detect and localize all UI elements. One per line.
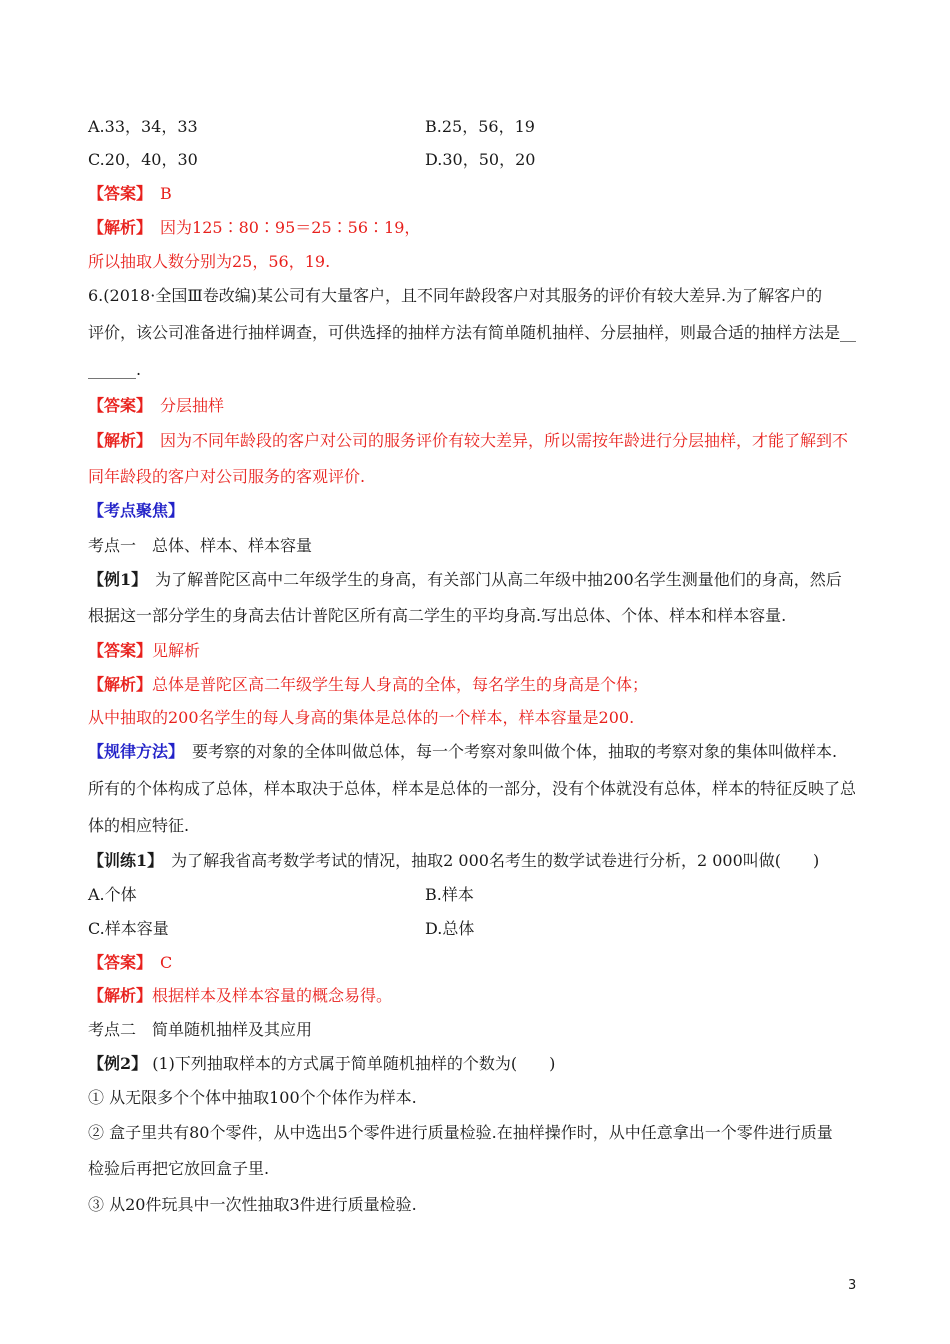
training1-option-d: D.总体: [425, 919, 475, 938]
training-tag: 【训练1】: [88, 851, 156, 870]
example2-item-2-line2: 检验后再把它放回盒子里.: [88, 1159, 270, 1178]
page-number: 3: [848, 1278, 857, 1293]
example-text: 为了解普陀区高中二年级学生的身高，有关部门从高二年级中抽200名学生测量他们的身高，然后: [155, 570, 842, 589]
q5-option-d: D.30，50，20: [425, 150, 536, 169]
q5-option-c: C.20，40，30: [88, 150, 198, 169]
example2-item-3: ③ 从20件玩具中一次性抽取3件进行质量检验.: [88, 1195, 417, 1214]
q6-analysis-line1: [88, 430, 848, 452]
example-tag: 【例1】: [88, 570, 140, 589]
training1-analysis: [88, 985, 392, 1007]
analysis-tag: 【解析】: [88, 986, 153, 1005]
q5-option-a: A.33，34，33: [88, 117, 198, 136]
analysis-tag: 【解析】: [88, 431, 145, 450]
q5-analysis-line1: [88, 217, 420, 239]
analysis-text: 根据样本及样本容量的概念易得。: [152, 986, 393, 1005]
answer-tag: 【答案】: [88, 641, 153, 660]
method-text: 要考察的对象的全体叫做总体，每一个考察对象叫做个体，抽取的考察对象的集体叫做样本.: [192, 742, 838, 761]
training1-option-b: B.样本: [425, 885, 474, 904]
analysis-tag: 【解析】: [88, 218, 145, 237]
answer-tag: 【答案】: [88, 396, 145, 415]
q6-answer: [88, 395, 224, 417]
answer-tag: 【答案】: [88, 184, 145, 203]
analysis-text: 总体是普陀区高二年级学生每人身高的全体，每名学生的身高是个体；: [152, 675, 649, 694]
q6-question-line2: 评价，该公司准备进行抽样调查，可供选择的抽样方法有简单随机抽样、分层抽样，则最合适的抽样方法是__: [88, 323, 857, 342]
point1-title: 考点一 总体、样本、样本容量: [88, 536, 313, 555]
q6-question-line1: 6.(2018·全国Ⅲ卷改编)某公司有大量客户，且不同年龄段客户对其服务的评价有较大差异.为了解客户的: [88, 286, 823, 305]
example1-analysis-line2: 从中抽取的200名学生的每人身高的集体是总体的一个样本，样本容量是200.: [88, 708, 635, 727]
example-tag: 【例2】: [88, 1054, 148, 1073]
method-line1: [88, 741, 837, 763]
answer-tag: 【答案】: [88, 953, 145, 972]
method-line3: 体的相应特征.: [88, 816, 190, 835]
answer-value: 见解析: [152, 641, 201, 660]
example2-item-2-line1: ② 盒子里共有80个零件，从中选出5个零件进行质量检验.在抽样操作时，从中任意拿出一个零件进行质量: [88, 1123, 833, 1142]
analysis-text: 因为125∶80∶95＝25∶56∶19，: [160, 218, 421, 237]
focus-heading: 【考点聚焦】: [88, 501, 185, 520]
training1-answer: [88, 952, 172, 974]
example1-analysis-line1: [88, 674, 648, 696]
example1-line1: [88, 569, 842, 591]
example1-line2: 根据这一部分学生的身高去估计普陀区所有高二学生的平均身高.写出总体、个体、样本和样本容量.: [88, 606, 787, 625]
example1-answer: [88, 640, 200, 662]
training1-option-a: A.个体: [88, 885, 137, 904]
q6-analysis-line2: 同年龄段的客户对公司服务的客观评价.: [88, 467, 366, 486]
analysis-tag: 【解析】: [88, 675, 153, 694]
answer-value: C: [160, 953, 173, 972]
q5-answer: [88, 183, 172, 205]
analysis-text: 因为不同年龄段的客户对公司的服务评价有较大差异，所以需按年龄进行分层抽样，才能了解到不: [160, 431, 849, 450]
example2-item-1: ① 从无限多个个体中抽取100个个体作为样本.: [88, 1088, 417, 1107]
method-tag: 【规律方法】: [88, 742, 177, 761]
example-text: (1)下列抽取样本的方式属于简单随机抽样的个数为( ): [152, 1054, 556, 1073]
example2-question: [88, 1053, 555, 1075]
training1-option-c: C.样本容量: [88, 919, 169, 938]
training-text: 为了解我省高考数学考试的情况，抽取2 000名考生的数学试卷进行分析，2 000叫做( ): [171, 851, 820, 870]
q5-analysis-line2: 所以抽取人数分别为25，56，19.: [88, 252, 331, 271]
point2-title: 考点二 简单随机抽样及其应用: [88, 1020, 313, 1039]
q5-option-b: B.25，56，19: [425, 117, 535, 136]
method-line2: 所有的个体构成了总体，样本取决于总体，样本是总体的一部分，没有个体就没有总体，样本的特征反映了总: [88, 779, 857, 798]
q6-question-line3: ______.: [88, 360, 142, 379]
training1-question: [88, 850, 819, 872]
answer-value: B: [160, 184, 172, 203]
answer-value: 分层抽样: [160, 396, 225, 415]
